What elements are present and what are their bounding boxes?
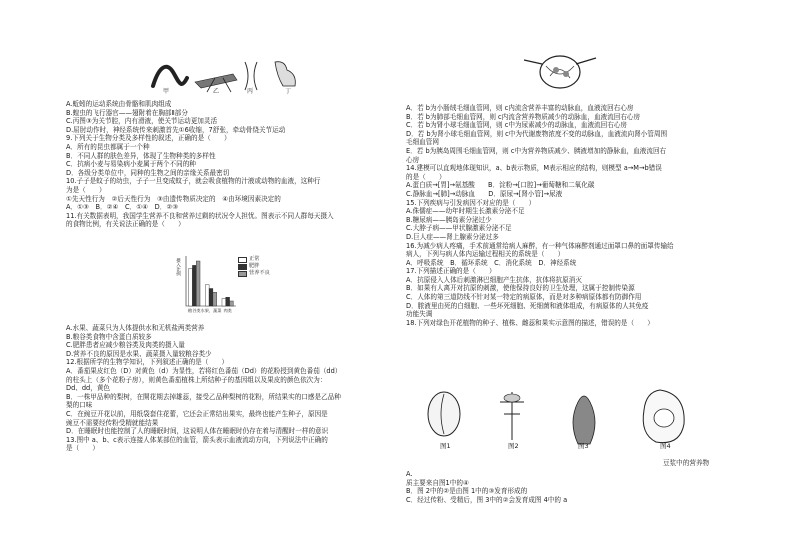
legend-item (238, 256, 270, 263)
capillary-network-figure (520, 46, 600, 106)
figure-label-b: 乙 (213, 88, 220, 95)
capillary-lines (546, 66, 574, 78)
text-line: B．一株甲品种的梨树，在開花期去掉雄蕊，接受乙品种梨树的花粉，所结果实的口感是乙品种 (66, 392, 341, 401)
text-line: B．图 2中的②是由图 1中的③发育形成的 (406, 487, 528, 496)
capillary-cell (563, 71, 569, 77)
option-b: B．若 b为肺部毛细血管网，则 c内流含营养物质减少的动脉血，血液流回右心房 (406, 112, 641, 121)
text-line: D．在睡眠时也能控制了人的睡眠时间，这说明人体在睡眠时仍存在着与清醒时一样的意识 (66, 427, 329, 436)
chart-category-label: 水果、蔬菜 (200, 308, 222, 313)
text-line: 质主要来自图1中的④ (406, 478, 469, 487)
left-column-text-2 (66, 324, 396, 453)
earthworm-drawing (153, 67, 187, 86)
text-line: 心房 (406, 155, 420, 164)
chart-category-label: 粮谷类 (188, 308, 201, 313)
capillary-bed-b (540, 56, 580, 88)
question-12: 12.根据所学的生物学知识，下列叙述正确的是（ ） (66, 358, 229, 367)
text-line: C.大脖子病——甲状腺激素分泌不足 (406, 224, 512, 233)
seed-figure-1 (428, 392, 460, 436)
chart-bar (209, 289, 213, 307)
pistil-figure-3 (573, 396, 595, 444)
figure-label-a: 甲 (163, 88, 170, 95)
legend-label: 肥胖 (249, 263, 260, 269)
figure-label-c: 丙 (247, 88, 254, 95)
text-line: A．①③ B．②④ C．①④ D．②③ (66, 203, 179, 212)
text-line: B．如果有人离开对抗原的刺激，使他保持良好的卫生处理，这属于控制传染源 (406, 284, 635, 293)
chart-legend (238, 256, 270, 277)
text-line: A．抗原侵入人体后刺激淋巴细胞产生抗体，抗体将抗原消灭 (406, 275, 582, 284)
question-14: 14.建模可以直观地体现知识，a、b表示物质，M表示相应的结构，则模型 a→M→b错误 (406, 164, 662, 173)
text-line: D．各级分类单位中，同种的生物之间的亲缘关系最密切 (66, 168, 230, 177)
chart-bar (189, 269, 193, 307)
text-line: A．所有的昆虫都属于一个种 (66, 142, 150, 151)
food-intake-chart-svg (176, 252, 238, 318)
vessel-c (576, 58, 596, 64)
text-line: D.巨人症——肾上腺素分泌过多 (406, 232, 499, 241)
arm-drawing (275, 62, 295, 86)
vessel-a (524, 60, 542, 64)
right-column-text (406, 104, 746, 327)
text-line: A.水果、蔬菜只为人体提供水和无机盐两类营养 (66, 324, 205, 332)
option-d: D．若 b为肾小球毛细血管网，则 c中为代谢废物浓度不变的动脉血，血液流向肾小管周围 (406, 129, 668, 138)
text-line: B.糖尿病——胰岛素分泌过少 (406, 215, 492, 224)
text-line: C.肥胖患者应减少粮谷类及肉类的摄入量 (66, 341, 185, 350)
text-line: A．呼吸系统 B．循环系统 C．消化系统 D．神经系统 (406, 258, 577, 267)
text-line: B．不同人群的肤色差异，体现了生物种类的多样性 (66, 151, 216, 160)
text-line: C.丙图③为关节腔，内有滑液，使关节运动更加灵活 (66, 117, 218, 126)
legend-swatch (238, 257, 247, 263)
question-10: 10.子子是蚊子的幼虫，子子一旦变成蚊子，就会吸食植物的汁液或动物的血液，这种行 (66, 177, 321, 186)
chart-bar (192, 265, 196, 306)
soy-milk-note: 豆浆中的营养物 (663, 459, 710, 467)
chart-bar (222, 299, 226, 307)
legend-swatch (238, 271, 247, 277)
text-line: 梨的口味 (66, 401, 93, 410)
text-line: D.屈肘动作时，神经系统传来刺激首先①6收缩，7舒张，牵动骨绕关节运动 (66, 125, 286, 134)
text-line: C．抗病小麦与易染病小麦属于两个不同的种 (66, 160, 196, 169)
text-line: B.粮谷类食物中含蛋白质较多 (66, 332, 152, 341)
text-line: C.静脉血→[肺]→动脉血 D．原尿→[肾小管]→尿液 (406, 189, 563, 198)
text-line: A．番茄果皮红色（D）对黄色（d）为显性，若将红色番茄（Dd）的花粉授到黄色番茄（dd） (66, 366, 342, 375)
question-16: 16.为减少病人疼痛，手术前通常给病人麻醉，有一种气体麻醉剂通过面罩口鼻的面罩传输给 (406, 241, 674, 250)
capillary-network-svg (520, 46, 600, 106)
fruit-seed (654, 409, 674, 427)
text-line: C．人体的第三道防线不针对某一特定的病原体，而是对多种病原体都有防御作用 (406, 293, 642, 302)
question-11: 11.有关数据表明，我国学生营养不良和营养过剩的状况令人担忧。图表示不同人群每天摄入 (66, 211, 334, 220)
text-line: C．在豌豆开花以前，用纸袋套住花蕾，它还会正常结出果实，最终也能产生种子，原因是 (66, 409, 328, 418)
text-line: 的柱头上（多个花粉子房），则黄色番茄植株上所结种子的基因组以及果皮的颜色依次为： (66, 375, 327, 384)
text-line: 豌豆不需要经传粉受精就能结果 (66, 418, 159, 427)
question-9: 9.下列关于生物分类及多样性的叙述，正确的是（ ） (66, 134, 231, 143)
question-13: 13.图中 a、b、c表示连接人体某部位的血管，箭头表示血液流动方向，下列说法中正确的 (66, 435, 328, 444)
option-a: A．若 b为小肠绒毛细血管网，则 c内流含营养丰富的动脉血，血液流回右心房 (406, 104, 634, 112)
animal-figures (145, 56, 305, 94)
chart-ylabel: 摄入比例 (176, 258, 181, 276)
text-line: C．经过传粉、受精后，图 3中的②会发育成图 4中的 a (406, 495, 568, 504)
text-line: A.侏儒症——幼年时期生长激素分泌不足 (406, 207, 525, 216)
text-line: 毛细血管网 (406, 138, 439, 147)
text-line: D．脓液里由死的白细胞、一些坏死细胞、死细菌和液体组成，有病原体的人其免疫 (406, 301, 649, 310)
chart-category-label: 肉类 (223, 308, 232, 313)
chart-bar (230, 301, 234, 306)
capillary-cell (553, 67, 559, 73)
figure-caption: 图3 (578, 442, 589, 450)
text-line: 的是（ ） (406, 172, 446, 181)
chart-bar (196, 261, 200, 306)
question-18: 18.下列对绿色开花植物的种子、植株、雌蕊和果实示意图的描述，错误的是（ ） (406, 318, 654, 327)
left-column-text-1 (66, 100, 396, 229)
chart-bar (213, 292, 217, 306)
text-line: A.蛋白质→[胃]→氨基酸 B．淀粉→[口腔]→葡萄糖和二氧化碳 (406, 181, 595, 190)
question-17: 17.下列描述正确的是（ ） (406, 267, 496, 276)
text-line: 是（ ） (66, 444, 99, 453)
figure-caption: 图2 (508, 442, 519, 450)
legend-swatch (238, 264, 247, 270)
legend-label: 营养不良 (249, 270, 270, 276)
text-line: ①先天性行为 ②后天性行为 ③由遗传物质决定的 ④由环境因素决定的 (66, 194, 281, 203)
question-18-options (406, 470, 736, 504)
chart-bar (205, 285, 209, 306)
figure-label-d: 丁 (285, 88, 292, 95)
text-line: 为是（ ） (66, 185, 106, 194)
text-line: 的食物比例，有关说法正确的是（ ） (66, 220, 185, 229)
text-line: B.蝗虫的飞行器官——翅附着在胸部Ⅱ部分 (66, 108, 188, 117)
figure-caption: 图1 (440, 442, 451, 450)
figure-caption: 图4 (660, 442, 671, 450)
question-15: 15.下列疾病与引发病因不对应的是（ ） (406, 198, 536, 207)
legend-label: 正常 (249, 256, 260, 262)
option-c: C．若 b为肾小球毛细血管网，则 c中为尿素减少的动脉血，血液流回右心房 (406, 121, 628, 130)
plant-leaves (504, 394, 520, 402)
legend-item (238, 270, 270, 277)
text-line: A.蚯蚓的运动系统由骨骼和肌肉组成 (66, 100, 172, 108)
legend-item (238, 263, 270, 270)
text-line: D.营养不良的原因是水果、蔬菜摄入量较粮谷类少 (66, 349, 212, 358)
text-line: 功能失调 (406, 310, 433, 319)
text-line: 病人，下列与病人体内运输过程相关的系统是（ ） (406, 250, 565, 259)
text-line: A. (406, 470, 413, 478)
option-e: E．若 b为胰岛周围毛细血管网，则 c中为营养物质减少、胰液增加的静脉血，血液流回右 (406, 146, 667, 155)
text-line: Dd、dd，黄色 (66, 384, 111, 393)
chart-bar (226, 297, 230, 306)
